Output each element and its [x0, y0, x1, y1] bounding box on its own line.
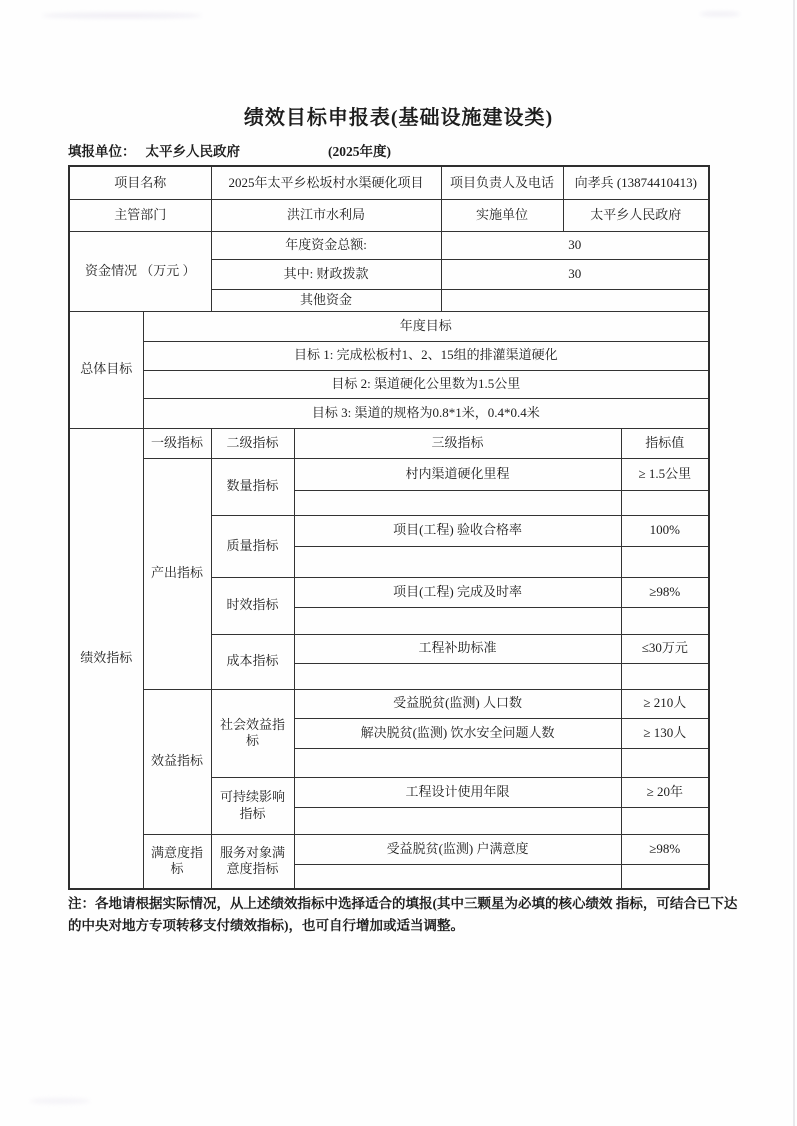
empty-cell — [621, 490, 709, 515]
sustainability-indicator-value: ≥ 20年 — [621, 777, 709, 807]
footnote: 注：各地请根据实际情况，从上述绩效指标中选择适合的填报(其中三颗星为必填的核心绩效 指标，可结合已下达的中央对地方专项转移支付绩效指标)，也可自行增加或适当调整。 — [68, 896, 738, 933]
funding-fiscal-label: 其中: 财政拨款 — [211, 259, 441, 289]
form-unit-value: 太平乡人民政府 — [145, 144, 240, 159]
scan-smudge — [30, 1098, 90, 1104]
quantity-indicator-label: 数量指标 — [211, 458, 294, 515]
satisfaction-indicator-label: 满意度指标 — [143, 834, 211, 889]
form-title: 绩效目标申报表(基础设施建设类) — [243, 107, 554, 129]
empty-cell — [294, 807, 621, 834]
benefit-indicator-label: 效益指标 — [143, 689, 211, 834]
quantity-indicator-value: ≥ 1.5公里 — [621, 458, 709, 490]
project-name-value: 2025年太平乡松坂村水渠硬化项目 — [211, 166, 441, 199]
social-indicator-1-name: 受益脱贫(监测) 人口数 — [294, 689, 621, 718]
header-value: 指标值 — [621, 428, 709, 458]
impl-label: 实施单位 — [441, 199, 563, 231]
social-indicator-2-name: 解决脱贫(监测) 饮水安全问题人数 — [294, 718, 621, 748]
sustainability-indicator-label: 可持续影响指标 — [211, 777, 294, 834]
header-level3: 三级指标 — [294, 428, 621, 458]
cost-indicator-value: ≤30万元 — [621, 634, 709, 663]
annual-goal-header: 年度目标 — [143, 311, 709, 341]
funding-total-label: 年度资金总额: — [211, 231, 441, 259]
performance-target-table — [68, 165, 710, 890]
form-unit-label: 填报单位： — [68, 144, 136, 159]
impl-value: 太平乡人民政府 — [563, 199, 709, 231]
overall-goal-label: 总体目标 — [69, 311, 143, 428]
leader-label: 项目负责人及电话 — [441, 166, 563, 199]
quality-indicator-label: 质量指标 — [211, 515, 294, 577]
leader-value: 向孝兵 (13874410413) — [563, 166, 709, 199]
timeliness-indicator-value: ≥98% — [621, 577, 709, 607]
empty-cell — [294, 748, 621, 777]
service-target-satisfaction-label: 服务对象满意度指标 — [211, 834, 294, 889]
social-indicator-2-value: ≥ 130人 — [621, 718, 709, 748]
empty-cell — [621, 807, 709, 834]
timeliness-indicator-name: 项目(工程) 完成及时率 — [294, 577, 621, 607]
funding-label: 资金情况 （万元 ） — [69, 231, 211, 311]
empty-cell — [621, 864, 709, 889]
header-level1: 一级指标 — [143, 428, 211, 458]
funding-total-value: 30 — [441, 231, 709, 259]
funding-fiscal-value: 30 — [441, 259, 709, 289]
timeliness-indicator-label: 时效指标 — [211, 577, 294, 634]
form-year: (2025年度) — [328, 144, 391, 159]
empty-cell — [294, 546, 621, 577]
sustainability-indicator-name: 工程设计使用年限 — [294, 777, 621, 807]
quality-indicator-name: 项目(工程) 验收合格率 — [294, 515, 621, 546]
output-indicator-label: 产出指标 — [143, 458, 211, 689]
indicators-label: 绩效指标 — [69, 428, 143, 889]
empty-cell — [621, 748, 709, 777]
social-indicator-1-value: ≥ 210人 — [621, 689, 709, 718]
empty-cell — [294, 864, 621, 889]
form-unit-line — [68, 140, 728, 160]
cost-indicator-name: 工程补助标准 — [294, 634, 621, 663]
dept-label: 主管部门 — [69, 199, 211, 231]
quantity-indicator-name: 村内渠道硬化里程 — [294, 458, 621, 490]
quality-indicator-value: 100% — [621, 515, 709, 546]
empty-cell — [621, 607, 709, 634]
empty-cell — [294, 490, 621, 515]
satisfaction-indicator-value: ≥98% — [621, 834, 709, 864]
satisfaction-indicator-name: 受益脱贫(监测) 户满意度 — [294, 834, 621, 864]
funding-other-label: 其他资金 — [211, 289, 441, 311]
empty-cell — [294, 607, 621, 634]
goal-3: 目标 3: 渠道的规格为0.8*1米，0.4*0.4米 — [143, 398, 709, 428]
funding-other-value — [441, 289, 709, 311]
empty-cell — [294, 663, 621, 689]
social-benefit-label: 社会效益指标 — [211, 689, 294, 777]
header-level2: 二级指标 — [211, 428, 294, 458]
scan-edge-artifact — [793, 0, 795, 1126]
dept-value: 洪江市水利局 — [211, 199, 441, 231]
goal-2: 目标 2: 渠道硬化公里数为1.5公里 — [143, 370, 709, 398]
scan-smudge — [42, 13, 202, 18]
empty-cell — [621, 546, 709, 577]
project-name-label: 项目名称 — [69, 166, 211, 199]
empty-cell — [621, 663, 709, 689]
scan-smudge — [700, 12, 740, 16]
cost-indicator-label: 成本指标 — [211, 634, 294, 689]
goal-1: 目标 1: 完成松板村1、2、15组的排灌渠道硬化 — [143, 341, 709, 370]
